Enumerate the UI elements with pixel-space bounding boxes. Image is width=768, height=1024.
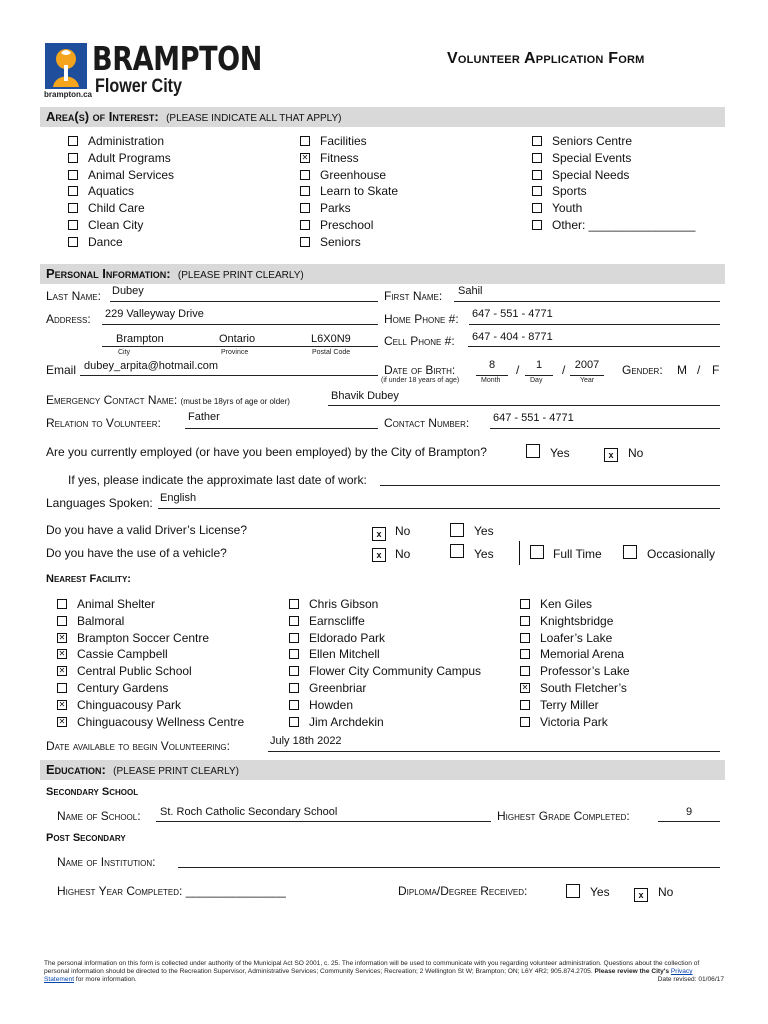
languages-field[interactable] bbox=[158, 495, 720, 509]
checkbox-label: Facilities bbox=[320, 134, 367, 148]
email-value: dubey_arpita@hotmail.com bbox=[84, 360, 219, 372]
checkbox-item[interactable] bbox=[300, 200, 398, 217]
checkbox-label: Greenhouse bbox=[320, 167, 387, 182]
checkbox-item[interactable] bbox=[289, 630, 481, 647]
personal-note: (PLEASE PRINT CLEARLY) bbox=[177, 270, 304, 281]
checkbox-label: Sports bbox=[552, 184, 587, 199]
relation-label: Relation to Volunteer: bbox=[46, 416, 161, 430]
grade-label: Highest Grade Completed: bbox=[497, 809, 630, 823]
last-date-question: If yes, please indicate the approximate last date of work: bbox=[68, 473, 367, 487]
checkbox-label: Chris Gibson bbox=[309, 597, 379, 611]
province-caption: Province bbox=[221, 349, 249, 356]
gender-m[interactable]: M bbox=[677, 363, 687, 377]
checkbox-icon[interactable] bbox=[520, 599, 530, 609]
checkbox-label: Memorial Arena bbox=[540, 647, 625, 662]
home-phone-label: Home Phone #: bbox=[384, 312, 459, 326]
checkbox-item[interactable] bbox=[68, 183, 174, 200]
checkbox-label: Child Care bbox=[88, 201, 145, 216]
checkbox-item[interactable] bbox=[289, 680, 481, 697]
checkbox-item[interactable] bbox=[289, 596, 481, 613]
emergency-note: (must be 18yrs of age or older) bbox=[180, 397, 290, 406]
checkbox-icon[interactable] bbox=[300, 170, 310, 180]
license-yes-checkbox[interactable] bbox=[450, 523, 464, 537]
checkbox-label: Dance bbox=[88, 234, 123, 249]
checkbox-icon[interactable] bbox=[532, 136, 542, 146]
checkbox-label: Seniors Centre bbox=[552, 134, 633, 148]
checkbox-item[interactable] bbox=[532, 167, 695, 184]
languages-label: Languages Spoken: bbox=[46, 496, 153, 510]
employed-yes-label: Yes bbox=[550, 446, 570, 460]
occasionally-checkbox[interactable] bbox=[623, 545, 637, 559]
checkbox-label: Howden bbox=[309, 697, 354, 712]
education-note: (PLEASE PRINT CLEARLY) bbox=[113, 766, 239, 777]
checkbox-item[interactable] bbox=[532, 200, 695, 217]
address-label: Address: bbox=[46, 312, 91, 326]
emergency-name-value: Bhavik Dubey bbox=[331, 390, 399, 402]
checkbox-label: Special Events bbox=[552, 150, 632, 165]
checkbox-label: Knightsbridge bbox=[540, 613, 614, 628]
checkbox-icon[interactable] bbox=[532, 203, 542, 213]
checkbox-item[interactable] bbox=[68, 167, 174, 184]
checkbox-label: Other: ________________ bbox=[552, 217, 696, 232]
date-available-value: July 18th 2022 bbox=[270, 735, 342, 747]
checkbox-icon[interactable] bbox=[289, 666, 299, 676]
diploma-yes-label: Yes bbox=[590, 885, 610, 899]
gender-separator: / bbox=[697, 363, 701, 377]
checkbox-label: Administration bbox=[88, 134, 165, 148]
checkbox-item[interactable] bbox=[532, 183, 695, 200]
checkbox-item[interactable] bbox=[289, 663, 481, 680]
areas-section-bar bbox=[40, 107, 725, 127]
date-revised: Date revised: 01/06/17 bbox=[657, 976, 724, 983]
facility-column-1 bbox=[57, 596, 244, 730]
footer-after: for more information. bbox=[75, 976, 137, 983]
form-title: Volunteer Application Form bbox=[447, 50, 645, 67]
checkbox-label: Loafer’s Lake bbox=[540, 630, 613, 645]
checkbox-icon[interactable] bbox=[289, 717, 299, 727]
checkbox-label: South Fletcher’s bbox=[540, 680, 627, 695]
checkbox-item[interactable] bbox=[520, 714, 630, 731]
footer-bold: Please review the City's bbox=[594, 968, 670, 975]
dob-year-value: 2007 bbox=[574, 359, 600, 371]
checkbox-label: Chinguacousy Wellness Centre bbox=[77, 714, 245, 729]
checkbox-item[interactable] bbox=[300, 234, 398, 251]
highest-year-label[interactable]: Highest Year Completed: _______________ bbox=[57, 884, 286, 898]
checkbox-label: Ken Giles bbox=[540, 597, 593, 611]
cell-phone-value: 647 - 404 - 8771 bbox=[472, 331, 553, 343]
checkbox-icon[interactable] bbox=[289, 599, 299, 609]
last-name-value: Dubey bbox=[112, 285, 144, 297]
checkbox-label: Jim Archdekin bbox=[309, 714, 384, 729]
checkbox-label: Youth bbox=[552, 201, 583, 216]
institution-field[interactable] bbox=[178, 854, 720, 868]
checkbox-item[interactable] bbox=[289, 714, 481, 731]
checkbox-label: Terry Miller bbox=[540, 697, 599, 712]
checkbox-item[interactable] bbox=[57, 646, 244, 663]
school-name-value: St. Roch Catholic Secondary School bbox=[160, 806, 338, 818]
footer-text: The personal information on this form is collected under authority of the Municipal Act SO 2001, c. 25. The information will be used to communicate with you regarding volunteer administration. Questions about the collection of personal information should be directed to the Recreation Supervisor, Administrative Services; Community Services; Recreation; 2 Wellington St W; Brampton; ON; L6Y 4R2; 905.874.2705. bbox=[44, 960, 700, 975]
checkbox-item[interactable] bbox=[300, 217, 398, 234]
checkbox-label: Earnscliffe bbox=[309, 613, 365, 628]
day-caption: Day bbox=[530, 377, 543, 384]
checkbox-item[interactable] bbox=[300, 150, 398, 167]
checkbox-label: Balmoral bbox=[77, 613, 125, 628]
diploma-no-checkbox[interactable]: x bbox=[634, 884, 648, 902]
relation-value: Father bbox=[188, 411, 220, 423]
checkbox-item[interactable] bbox=[68, 200, 174, 217]
checkbox-label: Aquatics bbox=[88, 184, 135, 199]
checkbox-icon[interactable] bbox=[57, 599, 67, 609]
post-secondary-heading: Post Secondary bbox=[46, 832, 126, 844]
full-time-checkbox[interactable] bbox=[530, 545, 544, 559]
vehicle-yes-label: Yes bbox=[474, 547, 494, 561]
checked-box-icon[interactable] bbox=[57, 717, 67, 727]
checkbox-item[interactable] bbox=[300, 167, 398, 184]
checkbox-label: Animal Services bbox=[88, 167, 175, 182]
checkbox-item[interactable] bbox=[57, 630, 244, 647]
vehicle-yes-checkbox[interactable] bbox=[450, 544, 464, 558]
checkbox-item[interactable] bbox=[68, 150, 174, 167]
checkbox-icon[interactable] bbox=[520, 633, 530, 643]
institution-label: Name of Institution: bbox=[57, 855, 156, 869]
vehicle-question: Do you have the use of a vehicle? bbox=[46, 546, 227, 560]
checkbox-item[interactable] bbox=[532, 150, 695, 167]
checkbox-icon[interactable] bbox=[289, 700, 299, 710]
checkbox-label: Seniors bbox=[320, 234, 361, 249]
areas-title: Area(s) of Interest: bbox=[46, 109, 159, 124]
gender-f[interactable]: F bbox=[712, 363, 720, 377]
checkbox-item[interactable] bbox=[520, 630, 630, 647]
checkbox-item[interactable] bbox=[520, 596, 630, 613]
checkbox-item[interactable] bbox=[532, 217, 695, 234]
dob-month-value: 8 bbox=[488, 359, 496, 371]
checkbox-label: Learn to Skate bbox=[320, 184, 399, 199]
license-yes-label: Yes bbox=[474, 524, 494, 538]
checkbox-icon[interactable] bbox=[68, 170, 78, 180]
checkbox-icon[interactable] bbox=[300, 186, 310, 196]
checkbox-item[interactable] bbox=[57, 680, 244, 697]
checkbox-item[interactable] bbox=[68, 217, 174, 234]
last-date-field[interactable] bbox=[380, 472, 720, 486]
checkbox-icon[interactable] bbox=[289, 683, 299, 693]
diploma-label: Diploma/Degree Received: bbox=[398, 884, 528, 898]
languages-value: English bbox=[160, 492, 197, 504]
checked-box-icon[interactable] bbox=[57, 649, 67, 659]
emergency-label-group bbox=[46, 393, 290, 407]
areas-column-2 bbox=[300, 133, 398, 251]
diploma-yes-checkbox[interactable] bbox=[566, 884, 580, 898]
checkbox-label: Century Gardens bbox=[77, 680, 169, 695]
checkbox-icon[interactable] bbox=[57, 683, 67, 693]
checkbox-item[interactable] bbox=[300, 183, 398, 200]
facility-title: Nearest Facility: bbox=[46, 573, 131, 585]
vehicle-divider bbox=[519, 541, 520, 565]
dob-day-value: 1 bbox=[535, 359, 543, 371]
email-label: Email bbox=[46, 363, 77, 377]
checkbox-icon[interactable] bbox=[289, 649, 299, 659]
license-no-label: No bbox=[395, 524, 411, 538]
education-section-bar bbox=[40, 760, 725, 780]
contact-number-label: Contact Number: bbox=[384, 416, 470, 430]
checkbox-icon[interactable] bbox=[68, 220, 78, 230]
checkbox-item[interactable] bbox=[520, 697, 630, 714]
areas-column-1 bbox=[68, 133, 174, 251]
checkbox-label: Cassie Campbell bbox=[77, 647, 168, 662]
checkbox-label: Chinguacousy Park bbox=[77, 697, 182, 712]
license-no-checkbox[interactable]: x bbox=[372, 523, 386, 541]
first-name-field[interactable] bbox=[454, 288, 720, 302]
checkbox-item[interactable] bbox=[300, 133, 398, 150]
brand-name: BRAMPTON bbox=[92, 39, 262, 78]
checkbox-icon[interactable] bbox=[289, 633, 299, 643]
areas-note: (PLEASE INDICATE ALL THAT APPLY) bbox=[166, 113, 342, 124]
checkbox-item[interactable] bbox=[57, 697, 244, 714]
license-question: Do you have a valid Driver’s License? bbox=[46, 523, 247, 537]
checkbox-item[interactable] bbox=[289, 646, 481, 663]
checkbox-item[interactable] bbox=[532, 133, 695, 150]
checkbox-item[interactable] bbox=[520, 680, 630, 697]
checkbox-label: Adult Programs bbox=[88, 150, 171, 165]
checkbox-item[interactable] bbox=[57, 663, 244, 680]
checkbox-item[interactable] bbox=[68, 234, 174, 251]
vehicle-no-checkbox[interactable]: x bbox=[372, 544, 386, 562]
personal-section-bar bbox=[40, 264, 725, 284]
checkbox-item[interactable] bbox=[289, 697, 481, 714]
full-time-label: Full Time bbox=[553, 547, 602, 561]
checkbox-label: Ellen Mitchell bbox=[309, 647, 380, 662]
dob-slash-2: / bbox=[562, 363, 566, 377]
checked-box-icon[interactable] bbox=[57, 666, 67, 676]
personal-title: Personal Information: bbox=[46, 266, 171, 281]
checked-box-icon[interactable] bbox=[57, 700, 67, 710]
year-caption: Year bbox=[580, 377, 595, 384]
checkbox-label: Clean City bbox=[88, 217, 144, 232]
occasionally-label: Occasionally bbox=[647, 547, 716, 561]
checkbox-item[interactable] bbox=[520, 613, 630, 630]
areas-column-3 bbox=[532, 133, 695, 234]
month-caption: Month bbox=[481, 377, 501, 384]
gender-label: Gender: bbox=[622, 363, 663, 377]
facility-column-3 bbox=[520, 596, 630, 730]
checkbox-label: Special Needs bbox=[552, 167, 630, 182]
first-name-value: Sahil bbox=[458, 285, 483, 297]
checkbox-label: Parks bbox=[320, 201, 351, 216]
checkbox-label: Central Public School bbox=[77, 664, 192, 679]
dob-slash-1: / bbox=[516, 363, 520, 377]
checkbox-icon[interactable] bbox=[68, 136, 78, 146]
checkbox-icon[interactable] bbox=[520, 700, 530, 710]
checkbox-icon[interactable] bbox=[520, 717, 530, 727]
postal-value: L6X0N9 bbox=[311, 333, 351, 345]
home-phone-value: 647 - 551 - 4771 bbox=[472, 308, 553, 320]
checkbox-icon[interactable] bbox=[300, 237, 310, 247]
province-value: Ontario bbox=[219, 333, 256, 345]
checkbox-label: Professor’s Lake bbox=[540, 664, 630, 679]
city-caption: City bbox=[118, 349, 131, 356]
education-title: Education: bbox=[46, 762, 106, 777]
employed-no-checkbox[interactable]: x bbox=[604, 444, 618, 462]
last-name-label: Last Name: bbox=[46, 289, 101, 303]
checkbox-icon[interactable] bbox=[68, 186, 78, 196]
checkbox-icon[interactable] bbox=[300, 220, 310, 230]
checkbox-label: Victoria Park bbox=[540, 714, 608, 729]
checkbox-icon[interactable] bbox=[68, 237, 78, 247]
secondary-school-heading: Secondary School bbox=[46, 786, 139, 798]
checkbox-icon[interactable] bbox=[289, 616, 299, 626]
grade-value: 9 bbox=[685, 806, 693, 818]
checkbox-icon[interactable] bbox=[532, 186, 542, 196]
checkbox-icon[interactable] bbox=[57, 616, 67, 626]
checkbox-label: Eldorado Park bbox=[309, 630, 386, 645]
address-value: 229 Valleyway Drive bbox=[105, 308, 204, 320]
privacy-statement-link[interactable]: Privacy Statement bbox=[44, 968, 693, 983]
checked-box-icon[interactable] bbox=[57, 633, 67, 643]
checkbox-label: Animal Shelter bbox=[77, 597, 156, 611]
checkbox-icon[interactable] bbox=[300, 136, 310, 146]
checkbox-item[interactable] bbox=[289, 613, 481, 630]
checkbox-item[interactable] bbox=[68, 133, 174, 150]
checkbox-label: Fitness bbox=[320, 150, 359, 165]
checkbox-label: Flower City Community Campus bbox=[309, 664, 482, 679]
checkbox-label: Preschool bbox=[320, 217, 374, 232]
dob-note: (if under 18 years of age) bbox=[381, 377, 460, 384]
checkbox-item[interactable] bbox=[520, 663, 630, 680]
checkbox-item[interactable] bbox=[520, 646, 630, 663]
contact-number-value: 647 - 551 - 4771 bbox=[493, 412, 574, 424]
city-value: Brampton bbox=[116, 333, 164, 345]
employed-no-label: No bbox=[628, 446, 644, 460]
cell-phone-label: Cell Phone #: bbox=[384, 334, 455, 348]
brampton-logo-icon bbox=[45, 43, 87, 89]
brand-subtitle: Flower City bbox=[95, 76, 183, 97]
postal-caption: Postal Code bbox=[312, 349, 351, 356]
brand-url: brampton.ca bbox=[44, 90, 93, 99]
vehicle-no-label: No bbox=[395, 547, 411, 561]
first-name-label: First Name: bbox=[384, 289, 443, 303]
dob-label: Date of Birth: bbox=[384, 363, 456, 377]
employed-question: Are you currently employed (or have you been employed) by the City of Brampton? bbox=[46, 445, 487, 459]
checked-box-icon[interactable] bbox=[520, 683, 530, 693]
checkbox-icon[interactable] bbox=[520, 616, 530, 626]
checkbox-icon[interactable] bbox=[520, 666, 530, 676]
employed-yes-checkbox[interactable] bbox=[526, 444, 540, 458]
checkbox-item[interactable] bbox=[57, 714, 244, 731]
checkbox-label: Greenbriar bbox=[309, 680, 367, 695]
date-available-label: Date available to begin Volunteering: bbox=[46, 739, 230, 753]
checkbox-icon[interactable] bbox=[532, 170, 542, 180]
checkbox-label: Brampton Soccer Centre bbox=[77, 630, 210, 645]
emergency-label: Emergency Contact Name: bbox=[46, 393, 178, 407]
checkbox-icon[interactable] bbox=[520, 649, 530, 659]
checkbox-icon[interactable] bbox=[68, 153, 78, 163]
checkbox-icon[interactable] bbox=[532, 153, 542, 163]
privacy-footer bbox=[44, 960, 724, 984]
checkbox-icon[interactable] bbox=[300, 203, 310, 213]
checkbox-icon[interactable] bbox=[68, 203, 78, 213]
last-name-field[interactable] bbox=[110, 288, 378, 302]
checkbox-item[interactable] bbox=[57, 596, 244, 613]
diploma-no-label: No bbox=[658, 885, 674, 899]
checkbox-icon[interactable] bbox=[532, 220, 542, 230]
checkbox-item[interactable] bbox=[57, 613, 244, 630]
school-name-label: Name of School: bbox=[57, 809, 141, 823]
checked-box-icon[interactable] bbox=[300, 153, 310, 163]
facility-column-2 bbox=[289, 596, 481, 730]
